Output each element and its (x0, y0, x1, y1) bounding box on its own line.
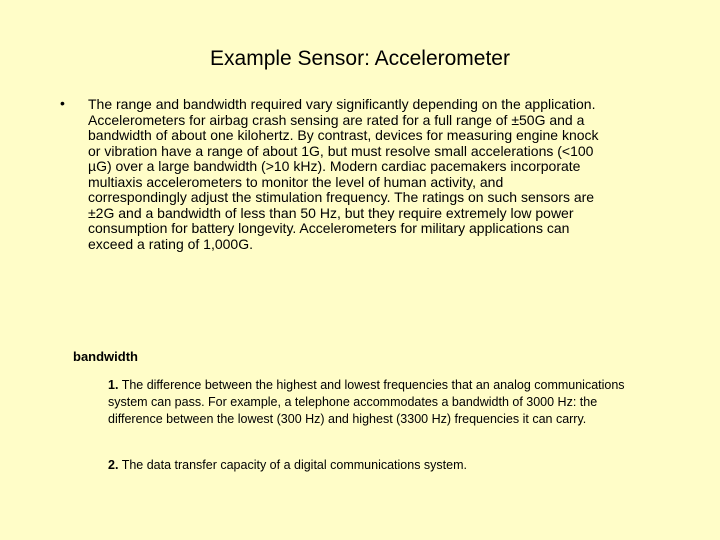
definition-text: The difference between the highest and lowest frequencies that an analog communications system can pass. For example, a telephone accommodates a bandwidth of 3000 Hz: the difference between the lowest (300 Hz) and highest (3300 Hz) frequencies it can carry. (108, 378, 625, 426)
slide-title: Example Sensor: Accelerometer (210, 47, 510, 70)
definition-text: The data transfer capacity of a digital communications system. (121, 458, 467, 472)
definition-number: 2. (108, 458, 119, 472)
definition-number: 1. (108, 378, 119, 392)
bullet-paragraph: The range and bandwidth required vary significantly depending on the application. Accelerometers for airbag crash sensing are rated for a full range of ±50G and a bandwidth of about one kilohertz. By contrast, devices for measuring engine knock or vibration have a range of about 1G, but must resolve small accelerations (<100 µG) over a large bandwidth (>10 kHz). Modern cardiac pacemakers incorporate multiaxis accelerometers to monitor the level of human activity, and correspondingly adjust the stimulation frequency. The ratings on such sensors are ±2G and a bandwidth of less than 50 Hz, but they require extremely low power consumption for battery longevity. Accelerometers for military applications can exceed a rating of 1,000G. (88, 96, 599, 252)
definition-item-2 (108, 457, 648, 474)
definition-item-1 (108, 377, 648, 428)
bullet-marker: • (60, 95, 65, 111)
definition-term: bandwidth (73, 349, 138, 364)
